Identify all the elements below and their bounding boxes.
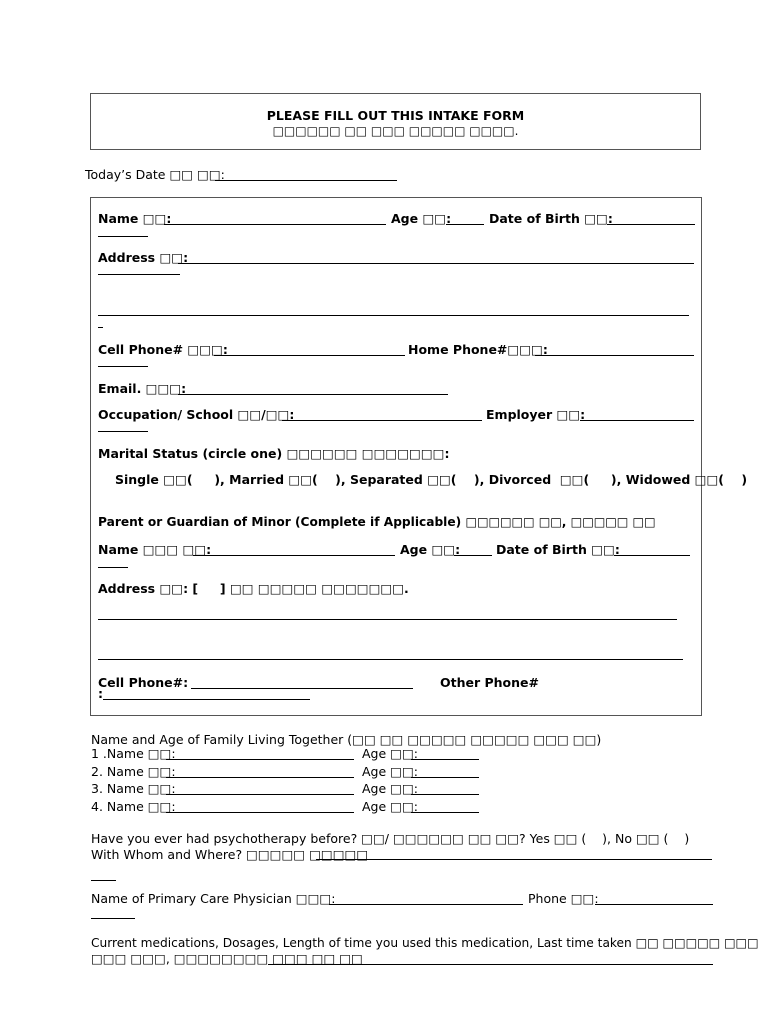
- guardian-other-phone-field[interactable]: [103, 699, 310, 700]
- family-row-1-age-field[interactable]: [411, 759, 479, 760]
- physician-phone-field[interactable]: [595, 904, 713, 905]
- client-address-field-wrap[interactable]: [98, 274, 180, 275]
- guardian-age-label: Age □□:: [400, 542, 461, 557]
- family-row-1-age-label: Age □□:: [362, 746, 418, 761]
- medications-field[interactable]: [268, 964, 713, 965]
- client-dob-field-wrap[interactable]: [98, 236, 148, 237]
- physician-phone-field-wrap[interactable]: [91, 918, 135, 919]
- client-age-label: Age □□:: [391, 211, 452, 226]
- client-dob-field[interactable]: [607, 224, 695, 225]
- marital-status-label: Marital Status (circle one) □□□□□□ □□□□□□□:: [98, 446, 450, 461]
- guardian-address-line-2[interactable]: [98, 659, 683, 660]
- form-title: PLEASE FILL OUT THIS INTAKE FORM: [266, 108, 525, 123]
- client-name-label: Name □□:: [98, 211, 172, 226]
- family-row-3-name-label: 3. Name □□:: [91, 781, 176, 796]
- family-row-3-age-field[interactable]: [411, 794, 479, 795]
- client-occupation-label: Occupation/ School □□/□□:: [98, 407, 295, 422]
- guardian-dob-label: Date of Birth □□:: [496, 542, 620, 557]
- family-row-2-name-field[interactable]: [166, 777, 354, 778]
- client-address-field[interactable]: [178, 263, 694, 264]
- client-dob-label: Date of Birth □□:: [489, 211, 613, 226]
- family-row-2-name-label: 2. Name □□:: [91, 764, 176, 779]
- guardian-address-label: Address □□: [ ] □□ □□□□□ □□□□□□□.: [98, 581, 409, 596]
- marital-status-options[interactable]: Single □□( ), Married □□( ), Separated □□( ), Divorced □□( ), Widowed □□( ): [115, 472, 748, 487]
- family-heading: Name and Age of Family Living Together (□□ □□ □□□□□ □□□□□ □□□ □□): [91, 732, 602, 747]
- client-email-field[interactable]: [178, 394, 448, 395]
- form-subtitle: □□□□□□ □□ □□□ □□□□□ □□□□.: [272, 124, 519, 138]
- todays-date-label: Today’s Date □□ □□:: [85, 167, 225, 182]
- guardian-name-field[interactable]: [193, 555, 395, 556]
- client-employer-label: Employer □□:: [486, 407, 586, 422]
- medications-label-line-1: Current medications, Dosages, Length of time you used this medication, Last time taken □□ □□□□□ □□□: [91, 936, 759, 950]
- guardian-heading: Parent or Guardian of Minor (Complete if Applicable) □□□□□□ □□, □□□□□ □□: [98, 515, 656, 529]
- family-row-4-name-label: 4. Name □□:: [91, 799, 176, 814]
- psychotherapy-question[interactable]: Have you ever had psychotherapy before? □□/ □□□□□□ □□ □□? Yes □□ ( ), No □□ ( ): [91, 831, 690, 846]
- guardian-dob-field-wrap[interactable]: [98, 567, 128, 568]
- family-row-3-age-label: Age □□:: [362, 781, 418, 796]
- physician-name-label: Name of Primary Care Physician □□□:: [91, 891, 336, 906]
- psychotherapy-with-whom-field-wrap[interactable]: [91, 880, 116, 881]
- client-employer-field[interactable]: [580, 420, 694, 421]
- guardian-name-label: Name □□□ □□:: [98, 542, 212, 557]
- client-occupation-field[interactable]: [282, 420, 482, 421]
- form-header: [90, 93, 701, 150]
- family-row-1-name-field[interactable]: [166, 759, 354, 760]
- physician-name-field[interactable]: [329, 904, 523, 905]
- family-row-2-age-label: Age □□:: [362, 764, 418, 779]
- guardian-address-line-1[interactable]: [98, 619, 677, 620]
- client-home-label: Home Phone#□□□:: [408, 342, 548, 357]
- client-address-line-2[interactable]: [98, 315, 689, 316]
- client-age-field[interactable]: [446, 224, 484, 225]
- family-row-4-age-field[interactable]: [411, 812, 479, 813]
- family-row-4-age-label: Age □□:: [362, 799, 418, 814]
- guardian-cell-field[interactable]: [191, 688, 413, 689]
- family-row-2-age-field[interactable]: [411, 777, 479, 778]
- guardian-cell-label: Cell Phone#:: [98, 675, 189, 690]
- psychotherapy-with-whom-label: With Whom and Where? □□□□□ □□□□□: [91, 847, 369, 862]
- client-name-field[interactable]: [164, 224, 386, 225]
- client-cell-field[interactable]: [214, 355, 405, 356]
- guardian-other-phone-label: Other Phone#: [440, 675, 539, 690]
- family-row-4-name-field[interactable]: [166, 812, 354, 813]
- client-home-field-wrap[interactable]: [98, 366, 148, 367]
- guardian-age-field[interactable]: [454, 555, 492, 556]
- client-address-label: Address □□:: [98, 250, 189, 265]
- todays-date-field[interactable]: [215, 180, 397, 181]
- physician-phone-label: Phone □□:: [528, 891, 599, 906]
- client-cell-label: Cell Phone# □□□:: [98, 342, 228, 357]
- family-row-1-name-label: 1 .Name □□:: [91, 746, 176, 761]
- guardian-other-phone-colon: :: [98, 686, 103, 701]
- client-email-label: Email. □□□:: [98, 381, 187, 396]
- medications-label-line-2: □□□ □□□, □□□□□□□□ □□□ □□ □□: [91, 951, 363, 966]
- psychotherapy-with-whom-field[interactable]: [316, 859, 712, 860]
- client-address-line-2-wrap[interactable]: [98, 327, 103, 328]
- family-row-3-name-field[interactable]: [166, 794, 354, 795]
- client-home-field[interactable]: [535, 355, 694, 356]
- guardian-dob-field[interactable]: [614, 555, 690, 556]
- client-employer-field-wrap[interactable]: [98, 431, 148, 432]
